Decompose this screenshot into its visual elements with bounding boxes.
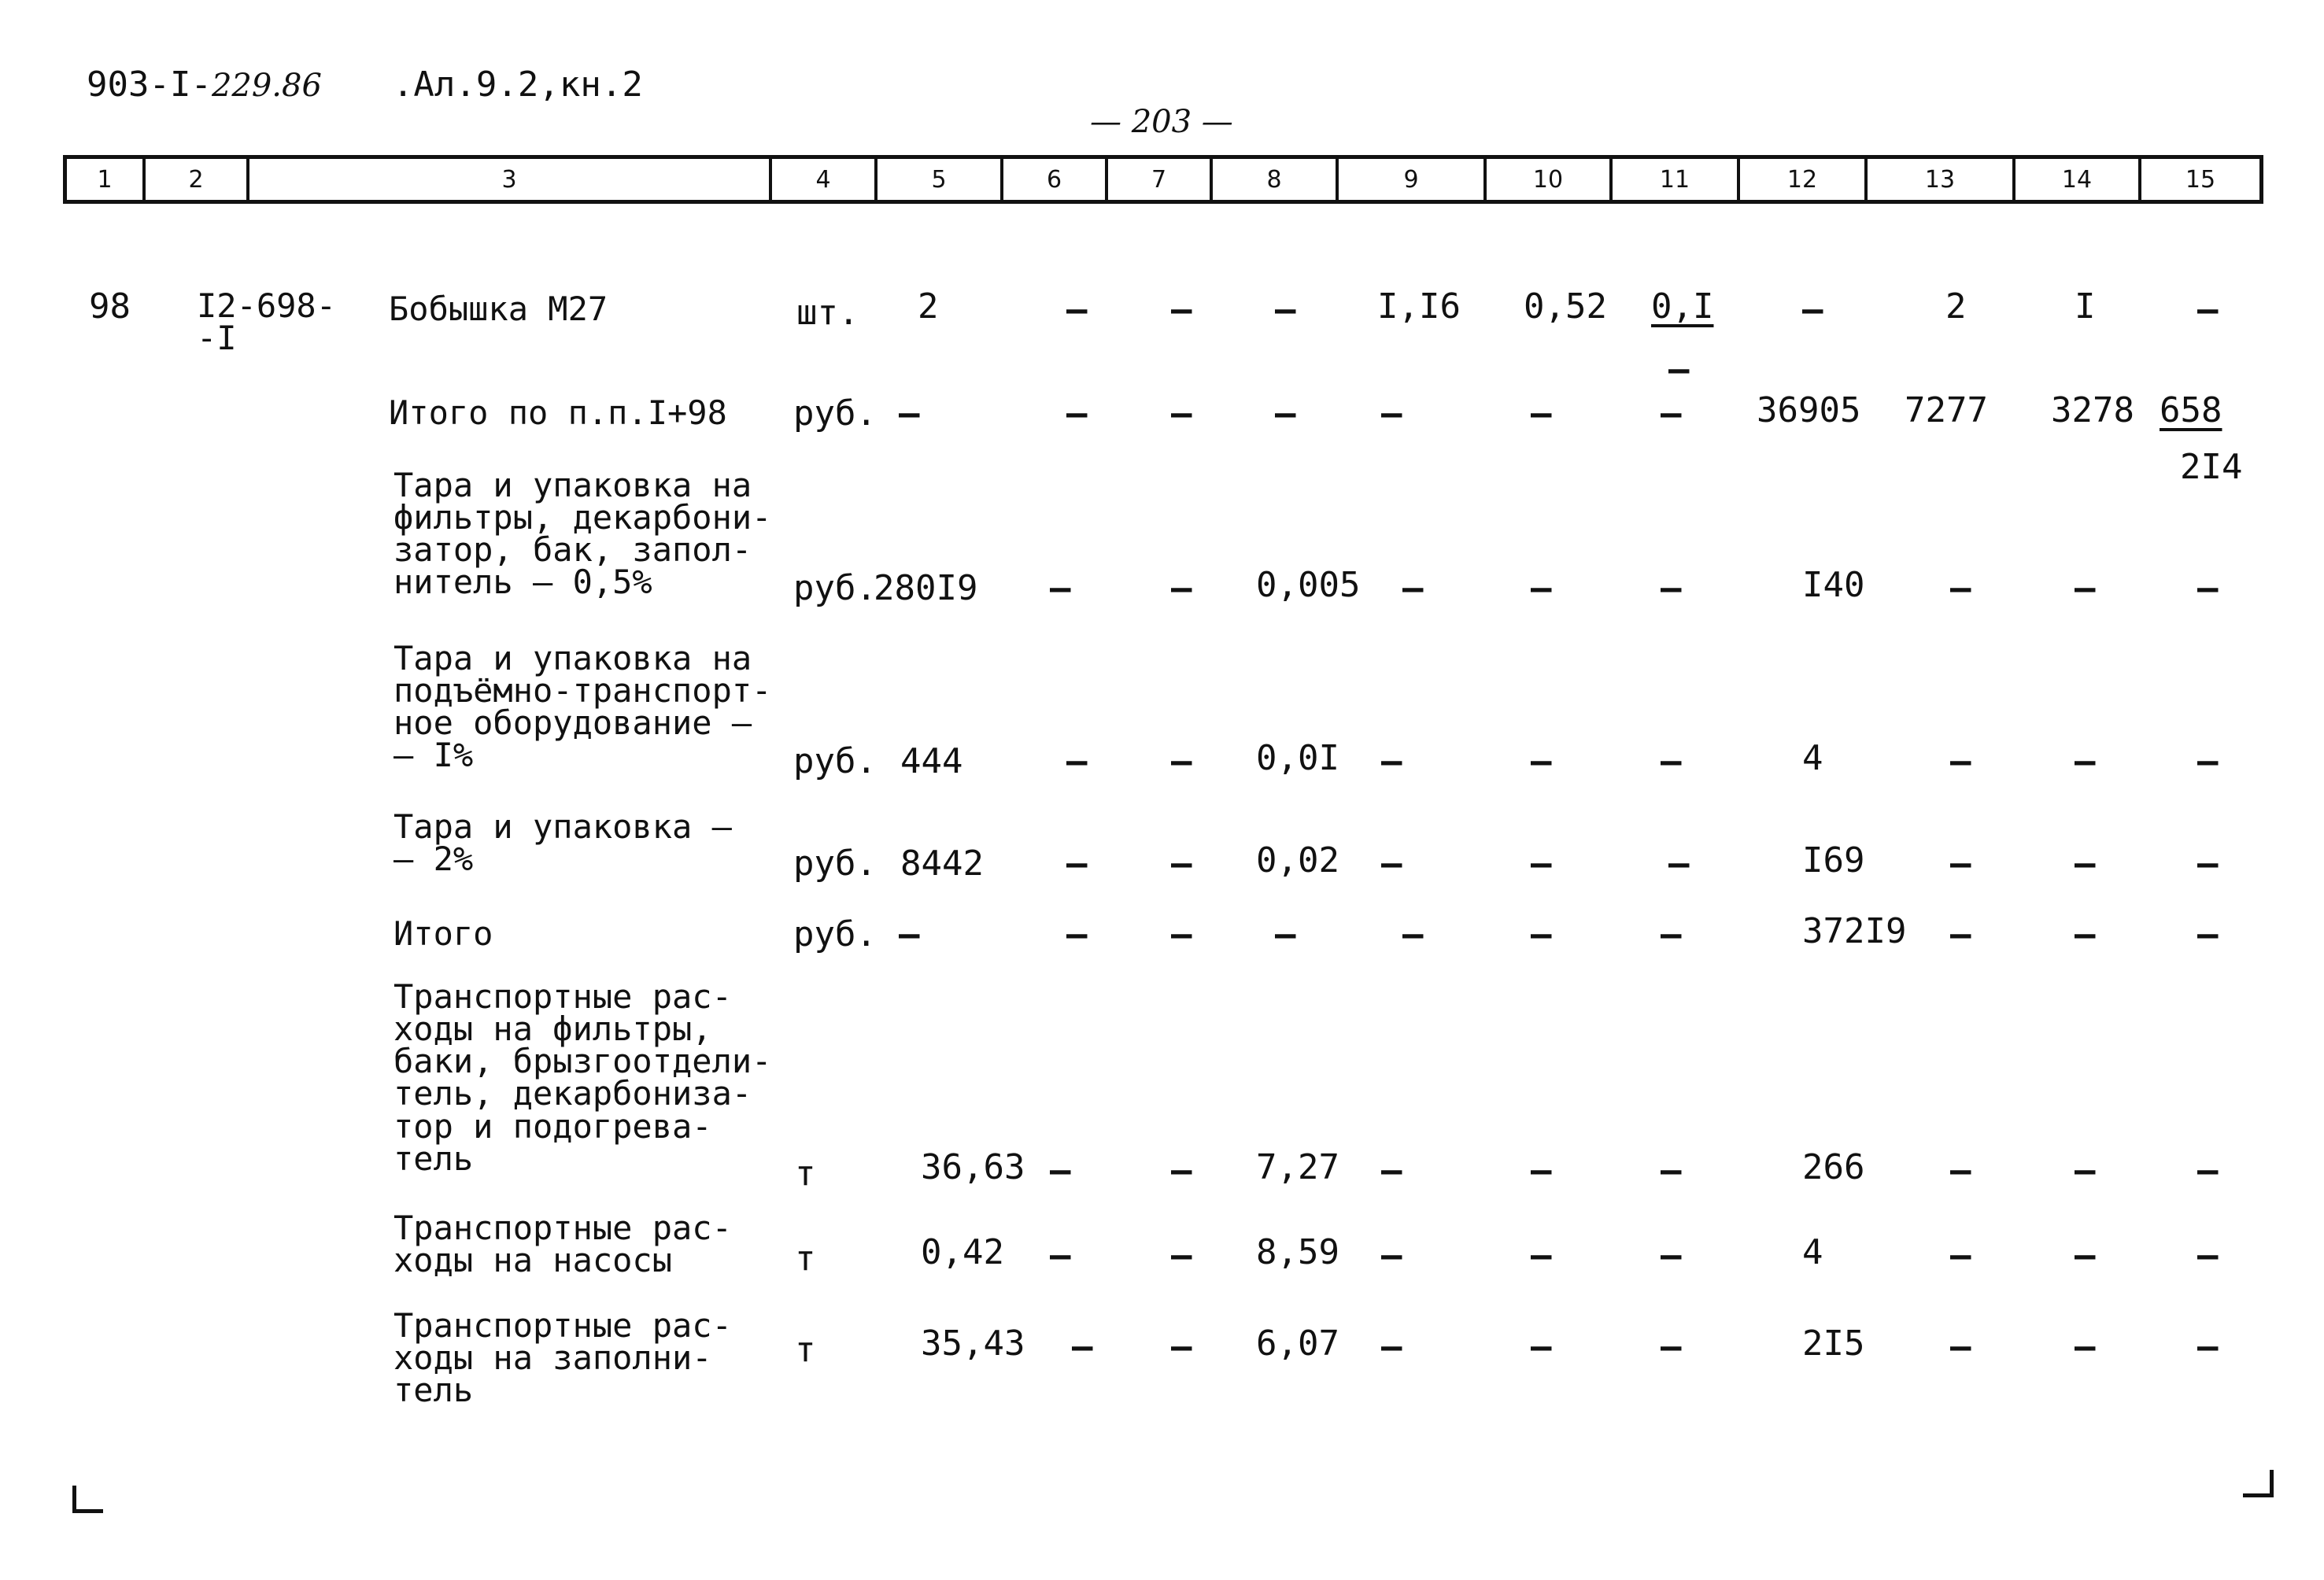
cell-col6: –	[1050, 1235, 1071, 1275]
cell-col14: I	[2075, 286, 2096, 327]
cell-quantity: 280I9	[874, 568, 978, 608]
cell-col12: 372I9	[1802, 911, 1907, 951]
cell-quantity: 444	[900, 741, 963, 781]
cell-col7: –	[1171, 1235, 1192, 1275]
cell-col9: –	[1381, 844, 1402, 884]
cell-col13: –	[1950, 844, 1971, 884]
cell-col13: 7277	[1905, 390, 1988, 430]
cell-col12: 4	[1802, 738, 1823, 778]
cell-col12: –	[1802, 290, 1823, 330]
cell-col11: –	[1668, 844, 1690, 884]
col-header-11: 11	[1609, 159, 1737, 200]
cell-col13: –	[1950, 1327, 1971, 1367]
cell-unit: руб.	[793, 393, 877, 434]
cell-name: Итого	[393, 914, 493, 953]
cell-col11-denominator: –	[1668, 349, 1690, 389]
corner-mark-right	[2243, 1470, 2274, 1497]
cell-col8: 0,0I	[1256, 738, 1339, 778]
cell-name: Тара и упаковка – – 2%	[393, 807, 732, 879]
cell-unit: т	[795, 1239, 816, 1279]
cell-name: Тара и упаковка на фильтры, декарбони- затор, бак, запол- нитель – 0,5%	[393, 466, 772, 602]
cell-col14: –	[2075, 741, 2096, 781]
cell-code: I2-698- -I	[197, 286, 337, 358]
cell-col9: I,I6	[1377, 286, 1461, 327]
cell-col8: 0,005	[1256, 565, 1361, 605]
cell-col15: –	[2197, 1327, 2219, 1367]
col-header-8: 8	[1210, 159, 1336, 200]
cell-col8: –	[1275, 290, 1296, 330]
cell-quantity: 8442	[900, 844, 984, 884]
cell-col14: –	[2075, 1327, 2096, 1367]
cell-position: 98	[89, 286, 131, 327]
cell-col7: –	[1171, 568, 1192, 608]
col-header-2: 2	[142, 159, 246, 200]
cell-col14: –	[2075, 568, 2096, 608]
sheet-reference: .Ал.9.2,кн.2	[392, 65, 643, 105]
cell-col11: –	[1661, 914, 1682, 954]
cell-col14: 3278	[2051, 390, 2134, 430]
cell-col15: –	[2197, 568, 2219, 608]
col-header-3: 3	[246, 159, 769, 200]
col-header-14: 14	[2012, 159, 2138, 200]
cell-col12: I40	[1802, 565, 1865, 605]
cell-col15-denominator: 2I4	[2180, 447, 2243, 487]
cell-col10: –	[1531, 914, 1552, 954]
cell-col9: –	[1381, 1235, 1402, 1275]
cell-col13: 2	[1945, 286, 1967, 327]
cell-unit: шт.	[796, 293, 859, 333]
cell-col8: 0,02	[1256, 840, 1339, 880]
cell-name: Итого по п.п.I+98	[389, 393, 727, 432]
col-header-7: 7	[1105, 159, 1210, 200]
cell-col7: –	[1171, 844, 1192, 884]
cell-col8: 7,27	[1256, 1147, 1339, 1187]
cell-col9: –	[1381, 741, 1402, 781]
cell-col11: –	[1661, 1327, 1682, 1367]
cell-unit: т	[795, 1154, 816, 1194]
cell-col13: –	[1950, 1235, 1971, 1275]
cell-col6: –	[1050, 1150, 1071, 1191]
cell-col9: –	[1381, 1150, 1402, 1191]
cell-col7: –	[1171, 741, 1192, 781]
cell-col11: 0,I	[1651, 286, 1714, 327]
col-header-1: 1	[97, 165, 113, 194]
cell-col7: –	[1171, 290, 1192, 330]
cell-col9: –	[1402, 568, 1424, 608]
cell-col15: –	[2197, 1235, 2219, 1275]
cell-col6: –	[1072, 1327, 1093, 1367]
cell-name: Транспортные рас- ходы на насосы	[393, 1209, 732, 1280]
cell-col13: –	[1950, 1150, 1971, 1191]
cell-col8: 8,59	[1256, 1232, 1339, 1272]
col-header-12: 12	[1737, 159, 1864, 200]
cell-col10: –	[1531, 1235, 1552, 1275]
cell-col7: –	[1171, 1150, 1192, 1191]
cell-col7: –	[1171, 1327, 1192, 1367]
cell-col10: –	[1531, 844, 1552, 884]
cell-col13: –	[1950, 741, 1971, 781]
cell-name: Тара и упаковка на подъёмно-транспорт- ное оборудование – – I%	[393, 639, 772, 775]
cell-col15: –	[2197, 844, 2219, 884]
cell-col8: 6,07	[1256, 1323, 1339, 1364]
cell-col10: 0,52	[1524, 286, 1607, 327]
cell-quantity: 36,63	[921, 1147, 1025, 1187]
cell-unit: руб.	[793, 741, 877, 781]
doc-code-handwritten: 229.86	[211, 68, 322, 104]
cell-col12: 4	[1802, 1232, 1823, 1272]
cell-col14: –	[2075, 1150, 2096, 1191]
cell-col11: –	[1661, 741, 1682, 781]
cell-col10: –	[1531, 393, 1552, 434]
cell-col6: –	[1066, 741, 1088, 781]
cell-name: Транспортные рас- ходы на заполни- тель	[393, 1306, 732, 1410]
cell-name: Транспортные рас- ходы на фильтры, баки, брызгоотдели- тель, декарбониза- тор и подогрева- тель	[393, 977, 772, 1178]
doc-code-prefix: 903-I-	[87, 65, 212, 105]
cell-col12: I69	[1802, 840, 1865, 880]
cell-col6: –	[1066, 844, 1088, 884]
cell-col11: –	[1661, 393, 1682, 434]
col-header-4: 4	[769, 159, 874, 200]
cell-col9: –	[1402, 914, 1424, 954]
cell-col11: –	[1661, 568, 1682, 608]
cell-unit: руб.	[793, 568, 877, 608]
cell-col15: –	[2197, 1150, 2219, 1191]
cell-col11: –	[1661, 1235, 1682, 1275]
col-header-6: 6	[1000, 159, 1105, 200]
cell-col7: –	[1171, 393, 1192, 434]
cell-quantity: 0,42	[921, 1232, 1004, 1272]
cell-col6: –	[1050, 568, 1071, 608]
cell-name: Бобышка М27	[389, 290, 608, 328]
cell-col12: 266	[1802, 1147, 1865, 1187]
cell-col11: –	[1661, 1150, 1682, 1191]
cell-col7: –	[1171, 914, 1192, 954]
cell-unit: руб.	[793, 844, 877, 884]
cell-col15: 658	[2160, 390, 2222, 430]
col-header-10: 10	[1483, 159, 1609, 200]
cell-col15: –	[2197, 290, 2219, 330]
document-code	[87, 65, 643, 105]
col-header-13: 13	[1864, 159, 2012, 200]
cell-col8: –	[1275, 914, 1296, 954]
cell-col15: –	[2197, 741, 2219, 781]
cell-quantity: –	[899, 393, 920, 434]
corner-mark-left	[72, 1486, 103, 1513]
column-header-strip	[63, 155, 2263, 204]
cell-col14: –	[2075, 1235, 2096, 1275]
cell-col12: 2I5	[1802, 1323, 1865, 1364]
cell-col6: –	[1066, 914, 1088, 954]
cell-col12: 36905	[1757, 390, 1861, 430]
cell-quantity: 35,43	[921, 1323, 1025, 1364]
cell-unit: т	[795, 1330, 816, 1370]
cell-col8: –	[1275, 393, 1296, 434]
cell-col10: –	[1531, 1327, 1552, 1367]
cell-col10: –	[1531, 568, 1552, 608]
cell-quantity: –	[899, 914, 920, 954]
cell-col9: –	[1381, 1327, 1402, 1367]
cell-col6: –	[1066, 393, 1088, 434]
col-header-15: 15	[2138, 159, 2259, 200]
cell-quantity: 2	[918, 286, 939, 327]
cell-col13: –	[1950, 568, 1971, 608]
cell-col14: –	[2075, 844, 2096, 884]
cell-col10: –	[1531, 1150, 1552, 1191]
col-header-5: 5	[874, 159, 1000, 200]
col-header-9: 9	[1336, 159, 1483, 200]
cell-col6: –	[1066, 290, 1088, 330]
cell-col13: –	[1950, 914, 1971, 954]
page-number: — 203 —	[1090, 104, 1233, 140]
cell-col9: –	[1381, 393, 1402, 434]
cell-col14: –	[2075, 914, 2096, 954]
cell-col15: –	[2197, 914, 2219, 954]
cell-unit: руб.	[793, 914, 877, 954]
cell-col10: –	[1531, 741, 1552, 781]
